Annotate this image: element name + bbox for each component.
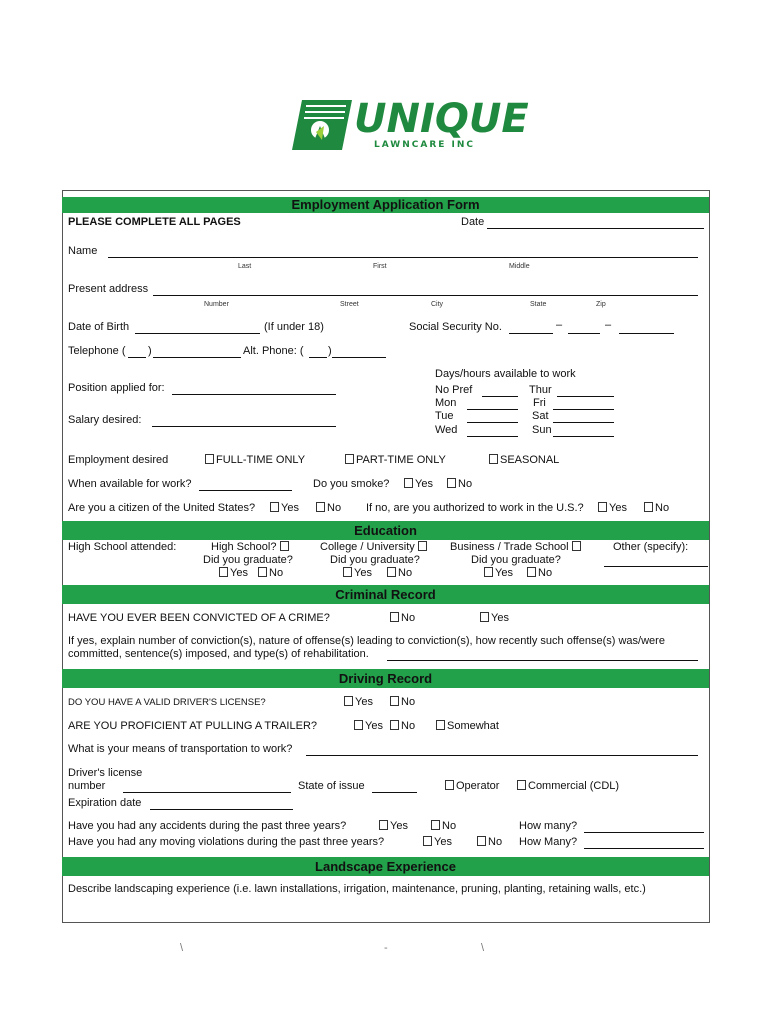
position-label: Position applied for: [68,382,165,394]
trailer-no-option[interactable] [390,720,415,733]
address-city-caption: City [431,301,444,308]
violations-no-checkbox[interactable] [477,836,486,846]
smoke-label: Do you smoke? [313,478,390,490]
violations-question: Have you had any moving violations during the past three years? [68,836,385,848]
alt-phone-label: Alt. Phone: ( [243,345,304,357]
operator-label: Operator [456,780,500,792]
operator-checkbox[interactable] [445,780,454,790]
violations-no-label: No [488,836,503,848]
hs-label: High School? [211,541,277,553]
accidents-how-many-label: How many? [519,820,578,832]
violations-how-many-label: How Many? [519,836,578,848]
authorized-no-option[interactable] [644,502,669,515]
smoke-no-option[interactable] [447,478,472,491]
address-zip-caption: Zip [596,301,606,308]
hs-option [211,541,291,554]
accidents-question: Have you had any accidents during the past three years? [68,820,347,832]
trailer-yes-checkbox[interactable] [354,720,363,730]
available-label: When available for work? [68,478,192,490]
driving-title: Driving Record [338,671,433,686]
citizen-yes-checkbox[interactable] [270,502,279,512]
telephone-area-field[interactable] [128,357,146,358]
violations-yes-checkbox[interactable] [423,836,432,846]
avail-sat-field[interactable] [553,422,614,423]
citizen-no-option[interactable] [316,502,341,515]
license-no-option[interactable] [390,696,415,709]
footer-mark-1: \ [180,942,184,954]
company-logo [292,96,529,156]
part-time-label: PART-TIME ONLY [356,454,446,466]
landscape-describe-label: Describe landscaping experience (i.e. lawn installations, irrigation, maintenance, pruning, planting, retaining walls, etc.) [68,883,646,895]
authorized-question: If no, are you authorized to work in the U.S.? [366,502,584,514]
college-yes-label: Yes [354,567,372,579]
seasonal-option[interactable] [489,454,559,467]
hs-attended-label: High School attended: [68,541,177,553]
landscape-title: Landscape Experience [315,859,456,874]
logo-emblem-icon [292,96,352,154]
name-field[interactable] [108,257,698,258]
commercial-label: Commercial (CDL) [528,780,620,792]
trailer-question: ARE YOU PROFICIENT AT PULLING A TRAILER? [68,720,318,732]
logo-wordmark: UNIQUE [354,96,529,142]
business-label: Business / Trade School [450,541,569,553]
address-street-caption: Street [340,301,359,308]
trailer-somewhat-label: Somewhat [447,720,499,732]
education-title: Education [354,523,417,538]
license-question: DO YOU HAVE A VALID DRIVER'S LICENSE? [68,697,266,708]
avail-left-day-4: Wed [435,424,458,436]
college-no-checkbox[interactable] [387,567,396,577]
seasonal-label: SEASONAL [500,454,560,466]
smoke-yes-checkbox[interactable] [404,478,413,488]
authorized-no-label: No [655,502,670,514]
college-checkbox[interactable] [418,541,427,551]
alt-phone-field[interactable] [332,357,386,358]
telephone-field[interactable] [153,357,241,358]
license-number-label-1: Driver's license [68,767,143,779]
employment-desired-label: Employment desired [68,454,169,466]
college-yes-checkbox[interactable] [343,567,352,577]
business-yes-label: Yes [495,567,513,579]
hs-yes-checkbox[interactable] [219,567,228,577]
avail-wed-field[interactable] [467,436,518,437]
authorized-yes-option[interactable] [598,502,627,515]
hs-graduate-label: Did you graduate? [203,554,293,566]
hs-no-label: No [269,567,284,579]
hs-checkbox[interactable] [280,541,289,551]
avail-right-day-4: Sun [532,424,552,436]
name-label: Name [68,245,98,257]
complete-all-label: PLEASE COMPLETE ALL PAGES [68,216,241,228]
ssn-part2-field[interactable] [568,333,600,334]
criminal-title: Criminal Record [335,587,436,602]
education-header [62,521,709,540]
address-label: Present address [68,283,149,295]
convicted-yes-option[interactable] [480,612,509,625]
ssn-part3-field[interactable] [619,333,674,334]
logo-subtitle: LAWNCARE INC [374,140,476,150]
date-field[interactable] [487,228,704,229]
landscape-header [62,857,709,876]
avail-right-day-2: Fri [533,397,546,409]
violations-yes-option[interactable] [423,836,452,849]
citizen-yes-option[interactable] [270,502,299,515]
citizen-no-label: No [327,502,342,514]
accidents-no-option[interactable] [431,820,456,833]
hs-yes-option[interactable] [219,567,248,580]
smoke-no-checkbox[interactable] [447,478,456,488]
license-number-field[interactable] [123,792,291,793]
trailer-no-label: No [401,720,416,732]
avail-fri-field[interactable] [553,409,614,410]
form-title-bar [62,197,709,213]
trailer-somewhat-option[interactable] [436,720,499,733]
avail-tue-field[interactable] [467,422,518,423]
telephone-close-paren: ) [148,345,152,357]
violations-how-many-field[interactable] [584,848,704,849]
citizen-yes-label: Yes [281,502,299,514]
conviction-explain-line1: If yes, explain number of conviction(s), nature of offense(s) leading to conviction(s), how recently such offense(s) was/were [68,635,665,647]
criminal-header [62,585,709,604]
state-issue-field[interactable] [372,792,417,793]
address-number-caption: Number [204,301,229,308]
part-time-option[interactable] [345,454,446,467]
other-field[interactable] [604,566,708,567]
dob-label: Date of Birth [68,321,130,333]
business-graduate-label: Did you graduate? [471,554,561,566]
other-label: Other (specify): [613,541,689,553]
accidents-no-checkbox[interactable] [431,820,440,830]
college-yes-option[interactable] [343,567,372,580]
availability-title: Days/hours available to work [435,368,576,380]
accidents-yes-option[interactable] [379,820,408,833]
trailer-somewhat-checkbox[interactable] [436,720,445,730]
seasonal-checkbox[interactable] [489,454,498,464]
avail-nopref-field[interactable] [482,396,518,397]
convicted-no-checkbox[interactable] [390,612,399,622]
license-number-label-2: number [68,780,106,792]
college-no-option[interactable] [387,567,412,580]
alt-phone-close-paren: ) [328,345,332,357]
license-yes-label: Yes [355,696,373,708]
convicted-yes-label: Yes [491,612,509,624]
avail-left-day-1: No Pref [435,384,473,396]
business-no-option[interactable] [527,567,552,580]
operator-option[interactable] [445,780,499,793]
accidents-how-many-field[interactable] [584,832,704,833]
citizen-no-checkbox[interactable] [316,502,325,512]
ssn-dash-1: – [556,319,563,331]
smoke-yes-label: Yes [415,478,433,490]
driving-header [62,669,709,688]
license-no-label: No [401,696,416,708]
footer-mark-2: - [384,942,388,954]
conviction-explain-field[interactable] [387,660,698,661]
avail-left-day-2: Mon [435,397,457,409]
accidents-yes-checkbox[interactable] [379,820,388,830]
trailer-yes-label: Yes [365,720,383,732]
alt-phone-area-field[interactable] [309,357,327,358]
date-label: Date [461,216,485,228]
ssn-dash-2: – [605,319,612,331]
address-state-caption: State [530,301,547,308]
accidents-yes-label: Yes [390,820,408,832]
college-graduate-label: Did you graduate? [330,554,420,566]
convicted-no-option[interactable] [390,612,415,625]
telephone-label: Telephone ( [68,345,126,357]
smoke-no-label: No [458,478,473,490]
trailer-no-checkbox[interactable] [390,720,399,730]
license-no-checkbox[interactable] [390,696,399,706]
conviction-explain-line2: committed, sentence(s) imposed, and type(s) of rehabilitation. [68,648,369,660]
hs-yes-label: Yes [230,567,248,579]
ssn-label: Social Security No. [409,321,502,333]
salary-field[interactable] [152,426,336,427]
avail-mon-field[interactable] [467,409,518,410]
trailer-yes-option[interactable] [354,720,383,733]
hs-no-option[interactable] [258,567,283,580]
avail-sun-field[interactable] [553,436,614,437]
license-yes-option[interactable] [344,696,373,709]
accidents-no-label: No [442,820,457,832]
business-yes-option[interactable] [484,567,513,580]
college-label: College / University [320,541,415,553]
name-last-caption: Last [238,263,252,270]
violations-no-option[interactable] [477,836,502,849]
under-18-label: (If under 18) [264,321,324,333]
hs-no-checkbox[interactable] [258,567,267,577]
authorized-yes-label: Yes [609,502,627,514]
citizen-question: Are you a citizen of the United States? [68,502,256,514]
college-option [320,541,429,554]
position-field[interactable] [172,394,336,395]
commercial-checkbox[interactable] [517,780,526,790]
available-field[interactable] [199,490,292,491]
commercial-option[interactable] [517,780,619,793]
form-title: Employment Application Form [291,197,480,212]
transport-label: What is your means of transportation to work? [68,743,293,755]
business-yes-checkbox[interactable] [484,567,493,577]
smoke-yes-option[interactable] [404,478,433,491]
convicted-yes-checkbox[interactable] [480,612,489,622]
violations-yes-label: Yes [434,836,452,848]
expiration-field[interactable] [150,809,293,810]
authorized-yes-checkbox[interactable] [598,502,607,512]
license-yes-checkbox[interactable] [344,696,353,706]
convicted-no-label: No [401,612,416,624]
expiration-label: Expiration date [68,797,142,809]
business-no-label: No [538,567,553,579]
full-time-option[interactable] [205,454,305,467]
business-no-checkbox[interactable] [527,567,536,577]
part-time-checkbox[interactable] [345,454,354,464]
avail-right-day-3: Sat [532,410,549,422]
footer-mark-3: \ [481,942,485,954]
ssn-part1-field[interactable] [509,333,553,334]
full-time-label: FULL-TIME ONLY [216,454,306,466]
business-option [450,541,583,554]
name-first-caption: First [373,263,387,270]
college-no-label: No [398,567,413,579]
avail-left-day-3: Tue [435,410,454,422]
business-checkbox[interactable] [572,541,581,551]
dob-field[interactable] [135,333,260,334]
avail-thur-field[interactable] [557,396,614,397]
state-issue-label: State of issue [298,780,365,792]
name-middle-caption: Middle [509,263,530,270]
transport-field[interactable] [306,755,698,756]
full-time-checkbox[interactable] [205,454,214,464]
salary-label: Salary desired: [68,414,142,426]
authorized-no-checkbox[interactable] [644,502,653,512]
address-field[interactable] [153,295,698,296]
convicted-question: HAVE YOU EVER BEEN CONVICTED OF A CRIME? [68,612,330,624]
avail-right-day-1: Thur [529,384,552,396]
